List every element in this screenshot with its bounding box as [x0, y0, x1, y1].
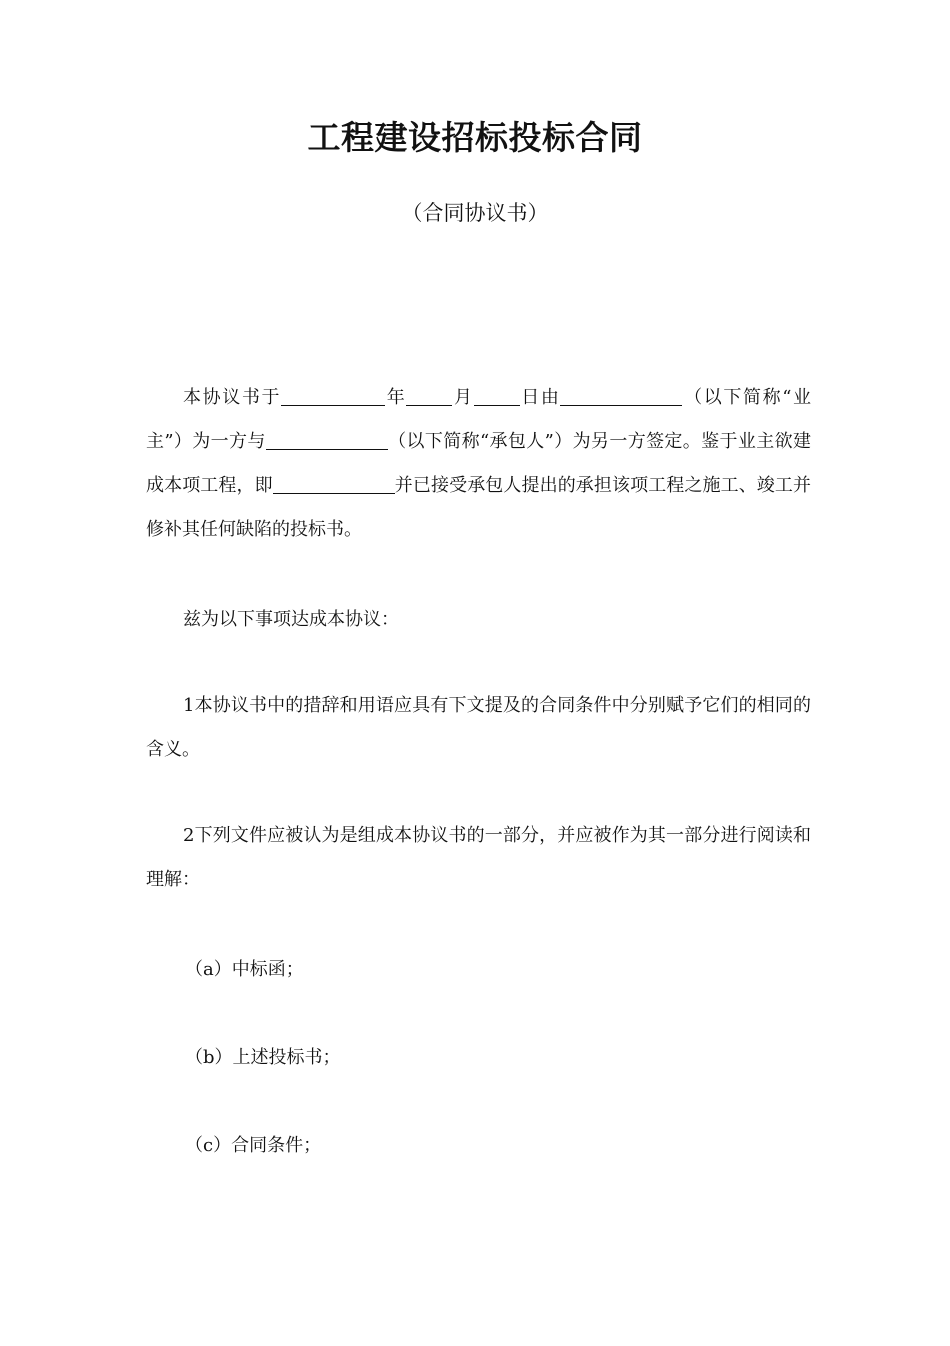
list-item: （c）合同条件； — [185, 1135, 322, 1156]
intro-text-6: （以下简称“承包人”）为另一方签定。鉴于业主欲建成本项工程，即 — [146, 431, 812, 496]
project-blank — [273, 473, 395, 494]
intro-text-4: 日由 — [519, 387, 561, 408]
document-title: 工程建设招标投标合同 — [307, 118, 643, 157]
list-item: （a）中标函； — [185, 959, 304, 980]
intro-paragraph — [146, 376, 811, 552]
year-blank — [281, 385, 385, 406]
owner-blank — [560, 385, 682, 406]
clause-2: 2下列文件应被认为是组成本协议书的一部分，并应被作为其一部分进行阅读和理解： — [146, 825, 811, 890]
clause-1: 1本协议书中的措辞和用语应具有下文提及的合同条件中分别赋予它们的相同的含义。 — [146, 695, 811, 760]
intro-text-2: 年 — [385, 387, 407, 408]
intro-text-1: 本协议书于 — [183, 387, 282, 408]
list-item: （b）上述投标书； — [185, 1047, 341, 1068]
agreement-line: 兹为以下事项达成本协议： — [183, 609, 399, 630]
month-blank — [406, 385, 452, 406]
contractor-blank — [266, 429, 388, 450]
intro-text-3: 月 — [452, 387, 474, 408]
day-blank — [474, 385, 520, 406]
document-subtitle: （合同协议书） — [401, 201, 549, 225]
intro-text-5: （以下简称“业主”）为一方与 — [146, 387, 812, 452]
intro-text-7: 并已接受承包人提出的承担该项工程之施工、竣工并修补其任何缺陷的投标书。 — [146, 475, 812, 540]
